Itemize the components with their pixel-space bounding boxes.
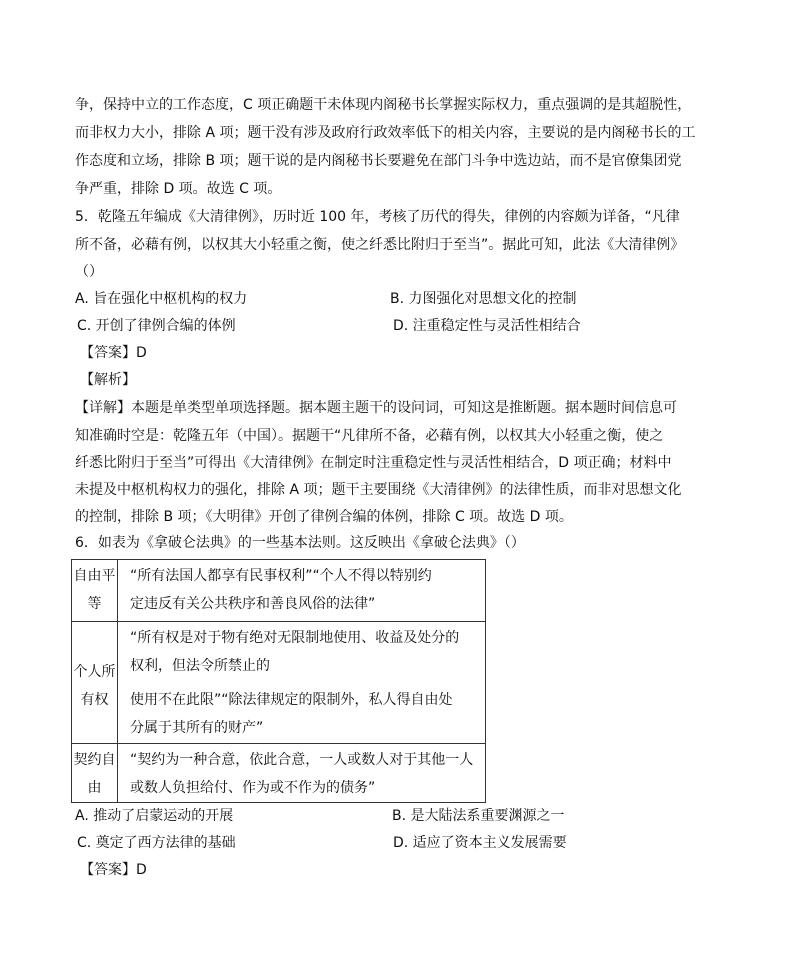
- q6-option-b: B. 是大陆法系重要渊源之一: [392, 808, 565, 824]
- content-line: “所有权是对于物有绝对无限制地使用、收益及处分的: [130, 630, 460, 646]
- category-line: 契约自: [73, 752, 116, 768]
- content-line: “契约为一种合意，依此合意，一人或数人对于其他一人: [130, 752, 474, 768]
- question-5-stem: （）: [75, 264, 103, 280]
- q5-option-a: A. 旨在强化中枢机构的权力: [75, 291, 248, 307]
- category-line: 由: [87, 780, 102, 796]
- category-line: 有权: [80, 692, 109, 708]
- content-line: “所有法国人都享有民事权利”“个人不得以特别约: [130, 568, 432, 584]
- table-content-cell: [118, 744, 486, 803]
- category-line: 个人所: [73, 664, 116, 680]
- table-category-cell: [72, 560, 118, 622]
- table-content-cell: [118, 560, 486, 622]
- q5-option-d: D. 注重稳定性与灵活性相结合: [393, 318, 581, 334]
- q5-detail-line: 未提及中枢机构权力的强化，排除 A 项；题干主要围绕《大清律例》的法律性质，而非对思想文化: [75, 482, 682, 498]
- table-category-cell: [72, 622, 118, 744]
- q5-detail-line: 【详解】本题是单类型单项选择题。据本题主题干的设问词，可知这是推断题。据本题时间信息可: [75, 400, 677, 416]
- table-row: [72, 622, 486, 744]
- question-6-stem: 6．如表为《拿破仑法典》的一些基本法则。这反映出《拿破仑法典》（）: [75, 535, 525, 551]
- q5-answer: 【答案】D: [80, 345, 147, 361]
- q6-answer: 【答案】D: [80, 862, 147, 878]
- napoleonic-code-table: [71, 559, 486, 803]
- category-line: 等: [87, 596, 102, 612]
- q6-option-a: A. 推动了启蒙运动的开展: [75, 808, 234, 824]
- content-line: 分属于其所有的财产”: [130, 720, 264, 736]
- table-row: [72, 560, 486, 622]
- question-5-stem: 5．乾隆五年编成《大清律例》，历时近 100 年，考核了历代的得失，律例的内容颇为详备，“凡律: [75, 209, 680, 225]
- table-category-cell: [72, 744, 118, 803]
- table-content-cell: [118, 622, 486, 744]
- q5-option-c: C. 开创了律例合编的体例: [77, 318, 236, 334]
- content-line: 权利，但法令所禁止的: [130, 658, 270, 674]
- question-5-stem: 所不备，必藉有例，以权其大小轻重之衡，使之纤悉比附归于至当”。据此可知，此法《大清律例》: [75, 237, 685, 253]
- text-line: 争，保持中立的工作态度，C 项正确题干未体现内阁秘书长掌握实际权力，重点强调的是其超脱性，: [75, 97, 692, 113]
- content-line: 定违反有关公共秩序和善良风俗的法律”: [130, 596, 376, 612]
- text-line: 争严重，排除 D 项。故选 C 项。: [75, 181, 282, 197]
- category-line: 自由平: [73, 568, 116, 584]
- q5-detail-line: 纤悉比附归于至当”可得出《大清律例》在制定时注重稳定性与灵活性相结合，D 项正确；材料中: [75, 455, 672, 471]
- text-line: 而非权力大小，排除 A 项；题干没有涉及政府行政效率低下的相关内容，主要说的是内阁秘书长的工: [75, 125, 696, 141]
- q5-detail-line: 知准确时空是：乾隆五年（中国）。据题干“凡律所不备，必藉有例，以权其大小轻重之衡，使之: [75, 428, 664, 444]
- q5-detail-line: 的控制，排除 B 项；《大明律》开创了律例合编的体例，排除 C 项。故选 D 项。: [75, 509, 573, 525]
- q5-analysis-label: 【解析】: [80, 372, 136, 388]
- text-line: 作态度和立场，排除 B 项；题干说的是内阁秘书长要避免在部门斗争中选边站，而不是官僚集团党: [75, 153, 682, 169]
- table-row: [72, 744, 486, 803]
- q6-option-c: C. 奠定了西方法律的基础: [77, 835, 236, 851]
- q5-option-b: B. 力图强化对思想文化的控制: [390, 291, 577, 307]
- content-line: 使用不在此限”“除法律规定的限制外，私人得自由处: [130, 692, 453, 708]
- content-line: 或数人负担给付、作为或不作为的债务”: [130, 780, 376, 796]
- q6-option-d: D. 适应了资本主义发展需要: [393, 835, 567, 851]
